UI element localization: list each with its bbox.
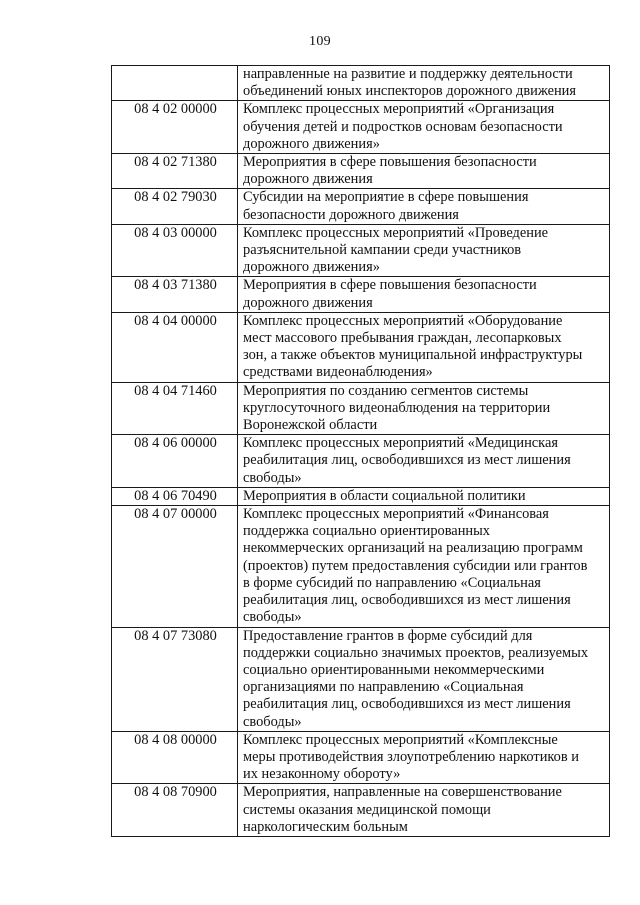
name-line: мест массового пребывания граждан, лесопарковых bbox=[243, 330, 562, 347]
expenditure-name bbox=[238, 627, 610, 731]
name-line: реабилитация лиц, освободившихся из мест лишения bbox=[243, 592, 571, 609]
name-line: направленные на развитие и поддержку деятельности bbox=[243, 66, 573, 82]
expenditure-name bbox=[238, 277, 610, 312]
name-line: Предоставление грантов в форме субсидий для bbox=[243, 627, 533, 644]
classification-code: 08 4 06 70490 bbox=[112, 487, 238, 505]
table-row bbox=[112, 154, 610, 189]
table-row bbox=[112, 312, 610, 382]
classification-code: 08 4 08 70900 bbox=[112, 784, 238, 837]
name-line: объединений юных инспекторов дорожного движения bbox=[243, 83, 576, 100]
table-row bbox=[112, 435, 610, 488]
name-line: дорожного движения bbox=[243, 294, 373, 311]
name-line: Мероприятия в сфере повышения безопасности bbox=[243, 277, 537, 294]
table-row bbox=[112, 731, 610, 784]
name-line: Комплекс процессных мероприятий «Медицинская bbox=[243, 435, 558, 452]
expenditure-name bbox=[238, 487, 610, 505]
expenditure-name bbox=[238, 312, 610, 382]
name-line: в форме субсидий по направлению «Социальная bbox=[243, 574, 541, 591]
name-line: свободы» bbox=[243, 713, 302, 730]
expenditure-name bbox=[238, 435, 610, 488]
expenditure-name bbox=[238, 66, 610, 101]
expenditure-name bbox=[238, 224, 610, 277]
classification-code: 08 4 06 00000 bbox=[112, 435, 238, 488]
name-line: поддержки социально значимых проектов, реализуемых bbox=[243, 644, 589, 661]
name-line: Комплекс процессных мероприятий «Проведение bbox=[243, 224, 549, 241]
name-line: Комплекс процессных мероприятий «Финансовая bbox=[243, 506, 549, 523]
name-line: (проектов) путем предоставления субсидии или грантов bbox=[243, 557, 588, 574]
table-row bbox=[112, 382, 610, 435]
classification-code: 08 4 07 73080 bbox=[112, 627, 238, 731]
classification-code: 08 4 02 79030 bbox=[112, 189, 238, 224]
name-line: Комплекс процессных мероприятий «Комплексные bbox=[243, 731, 558, 748]
name-line: реабилитация лиц, освободившихся из мест лишения bbox=[243, 452, 571, 469]
classification-code bbox=[112, 66, 238, 101]
name-line: социально ориентированными некоммерческими bbox=[243, 661, 545, 678]
name-line: Воронежской области bbox=[243, 417, 378, 434]
name-line: зон, а также объектов муниципальной инфраструктуры bbox=[243, 347, 583, 364]
expenditure-name bbox=[238, 189, 610, 224]
name-line: обучения детей и подростков основам безопасности bbox=[243, 118, 563, 135]
budget-code-table bbox=[111, 65, 610, 837]
table-row bbox=[112, 506, 610, 627]
classification-code: 08 4 03 00000 bbox=[112, 224, 238, 277]
classification-code: 08 4 08 00000 bbox=[112, 731, 238, 784]
expenditure-name bbox=[238, 784, 610, 837]
name-line: системы оказания медицинской помощи bbox=[243, 801, 491, 818]
name-line: свободы» bbox=[243, 469, 302, 486]
name-line: безопасности дорожного движения bbox=[243, 206, 459, 223]
table-row bbox=[112, 101, 610, 154]
name-line: поддержка социально ориентированных bbox=[243, 523, 490, 540]
table-row bbox=[112, 224, 610, 277]
name-line: наркологическим больным bbox=[243, 818, 408, 835]
name-line: их незаконному обороту» bbox=[243, 766, 401, 783]
expenditure-name bbox=[238, 382, 610, 435]
classification-code: 08 4 07 00000 bbox=[112, 506, 238, 627]
table-row bbox=[112, 189, 610, 224]
classification-code: 08 4 04 00000 bbox=[112, 312, 238, 382]
name-line: Комплекс процессных мероприятий «Организация bbox=[243, 101, 555, 118]
name-line: свободы» bbox=[243, 609, 302, 626]
name-line: меры противодействия злоупотреблению наркотиков и bbox=[243, 748, 579, 765]
name-line: реабилитация лиц, освободившихся из мест лишения bbox=[243, 696, 571, 713]
expenditure-name bbox=[238, 154, 610, 189]
expenditure-name bbox=[238, 506, 610, 627]
name-line: разъяснительной кампании среди участников bbox=[243, 242, 522, 259]
table-row bbox=[112, 784, 610, 837]
table-body bbox=[112, 66, 610, 837]
expenditure-name bbox=[238, 101, 610, 154]
name-line: Комплекс процессных мероприятий «Оборудование bbox=[243, 312, 563, 329]
table-row bbox=[112, 627, 610, 731]
table-row bbox=[112, 66, 610, 101]
classification-code: 08 4 04 71460 bbox=[112, 382, 238, 435]
expenditure-name bbox=[238, 731, 610, 784]
name-line: Мероприятия по созданию сегментов системы bbox=[243, 382, 529, 399]
table-row bbox=[112, 487, 610, 505]
name-line: дорожного движения» bbox=[243, 259, 380, 276]
name-line: Мероприятия, направленные на совершенствование bbox=[243, 784, 562, 801]
name-line: некоммерческих организаций на реализацию программ bbox=[243, 540, 583, 557]
classification-code: 08 4 02 00000 bbox=[112, 101, 238, 154]
classification-code: 08 4 03 71380 bbox=[112, 277, 238, 312]
name-line: организациями по направлению «Социальная bbox=[243, 679, 524, 696]
name-line: круглосуточного видеонаблюдения на территории bbox=[243, 399, 551, 416]
classification-code: 08 4 02 71380 bbox=[112, 154, 238, 189]
name-line: дорожного движения bbox=[243, 171, 373, 188]
name-line: средствами видеонаблюдения» bbox=[243, 364, 433, 381]
name-line: Мероприятия в сфере повышения безопасности bbox=[243, 154, 537, 171]
page-number: 109 bbox=[309, 34, 331, 49]
name-line: Мероприятия в области социальной политики bbox=[243, 487, 526, 504]
name-line: дорожного движения» bbox=[243, 135, 380, 152]
name-line: Субсидии на мероприятие в сфере повышения bbox=[243, 189, 529, 206]
table-row bbox=[112, 277, 610, 312]
